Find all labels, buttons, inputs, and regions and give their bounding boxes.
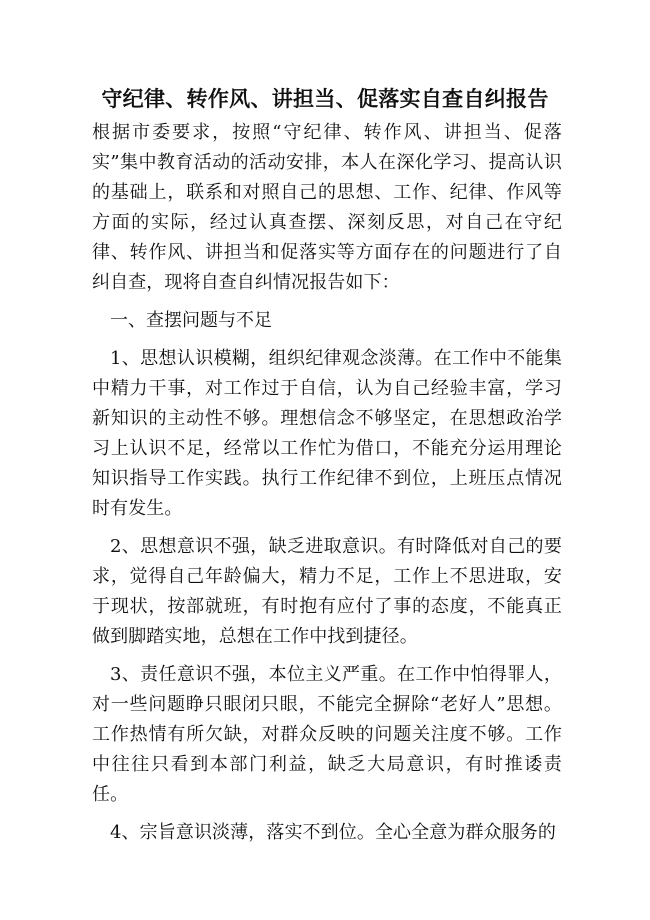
problem-item-3: 3、责任意识不强，本位主义严重。在工作中怕得罪人，对一些问题睁只眼闭只眼，不能完全摒除“老好人”思想。工作热情有所欠缺，对群众反映的问题关注度不够。工作中往往只看到本部门利益，缺乏大局意识，有时推诿责任。 [92,664,562,805]
document-title: 守纪律、转作风、讲担当、促落实自查自纠报告 [101,86,549,111]
problem-item-2: 2、思想意识不强，缺乏进取意识。有时降低对自己的要求，觉得自己年龄偏大，精力不足，工作上不思进取，安于现状，按部就班，有时抱有应付了事的态度，不能真正做到脚踏实地，总想在工作中找到捷径。 [92,536,562,647]
problem-item-4: 4、宗旨意识淡薄，落实不到位。全心全意为群众服务的 [110,822,556,843]
problem-item-1: 1、思想认识模糊，组织纪律观念淡薄。在工作中不能集中精力干事，对工作过于自信，认为自己经验丰富，学习新知识的主动性不够。理想信念不够坚定，在思想政治学习上认识不足，经常以工作忙为借口，不能充分运用理论知识指导工作实践。执行工作纪律不到位，上班压点情况时有发生。 [92,348,562,519]
document-body [92,118,562,856]
section-heading: 一、查摆问题与不足 [110,310,272,331]
intro-paragraph: 根据市委要求，按照“守纪律、转作风、讲担当、促落实”集中教育活动的活动安排，本人在深化学习、提高认识的基础上，联系和对照自己的思想、工作、纪律、作风等方面的实际，经过认真查摆、深刻反思，对自己在守纪律、转作风、讲担当和促落实等方面存在的问题进行了自纠自查，现将自查自纠情况报告如下： [92,122,562,293]
